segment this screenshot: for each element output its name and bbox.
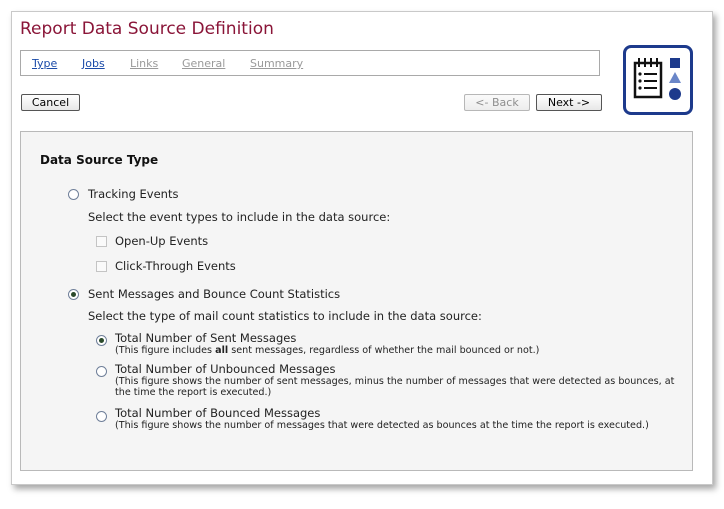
- report-checklist-icon: [623, 45, 693, 115]
- sent-messages-radio[interactable]: [68, 289, 79, 300]
- total-bounced-description: (This figure shows the number of messages that were detected as bounces at the time the report is executed.): [115, 420, 649, 431]
- open-up-events-label: Open-Up Events: [115, 234, 209, 248]
- tab-links[interactable]: Links: [130, 57, 159, 70]
- total-sent-desc-post: sent messages, regardless of whether the mail bounced or not.): [228, 345, 540, 356]
- click-through-events-label: Click-Through Events: [115, 259, 236, 273]
- sent-messages-instruction: Select the type of mail count statistics to include in the data source:: [88, 309, 482, 323]
- tab-general[interactable]: General: [182, 57, 226, 70]
- open-up-events-checkbox[interactable]: [96, 236, 107, 247]
- click-through-events-checkbox[interactable]: [96, 261, 107, 272]
- total-unbounced-radio[interactable]: [96, 366, 107, 377]
- next-button[interactable]: Next ->: [536, 94, 602, 111]
- back-button[interactable]: <- Back: [464, 94, 530, 111]
- total-sent-radio[interactable]: [96, 335, 107, 346]
- report-data-source-window: [11, 11, 713, 485]
- total-unbounced-description: (This figure shows the number of sent messages, minus the number of messages that were detected as bounces, at the time the report is executed.): [115, 376, 675, 398]
- page-title: Report Data Source Definition: [20, 19, 274, 39]
- total-sent-desc-bold: all: [215, 345, 229, 356]
- section-heading: Data Source Type: [40, 153, 159, 167]
- tab-type[interactable]: Type: [32, 57, 58, 70]
- total-bounced-radio[interactable]: [96, 411, 107, 422]
- sent-messages-label: Sent Messages and Bounce Count Statistics: [88, 287, 341, 301]
- total-bounced-label: Total Number of Bounced Messages: [115, 406, 321, 420]
- wizard-tab-bar: [20, 50, 600, 76]
- total-sent-description: [115, 345, 675, 356]
- tracking-events-instruction: Select the event types to include in the data source:: [88, 210, 391, 224]
- total-unbounced-label: Total Number of Unbounced Messages: [115, 362, 336, 376]
- data-source-type-panel: [20, 131, 693, 471]
- total-sent-desc-pre: (This figure includes: [115, 345, 216, 356]
- tracking-events-label: Tracking Events: [88, 187, 179, 201]
- total-sent-label: Total Number of Sent Messages: [115, 331, 297, 345]
- tab-jobs[interactable]: Jobs: [82, 57, 105, 70]
- cancel-button[interactable]: Cancel: [21, 94, 80, 111]
- tab-summary[interactable]: Summary: [250, 57, 304, 70]
- tracking-events-radio[interactable]: [68, 189, 79, 200]
